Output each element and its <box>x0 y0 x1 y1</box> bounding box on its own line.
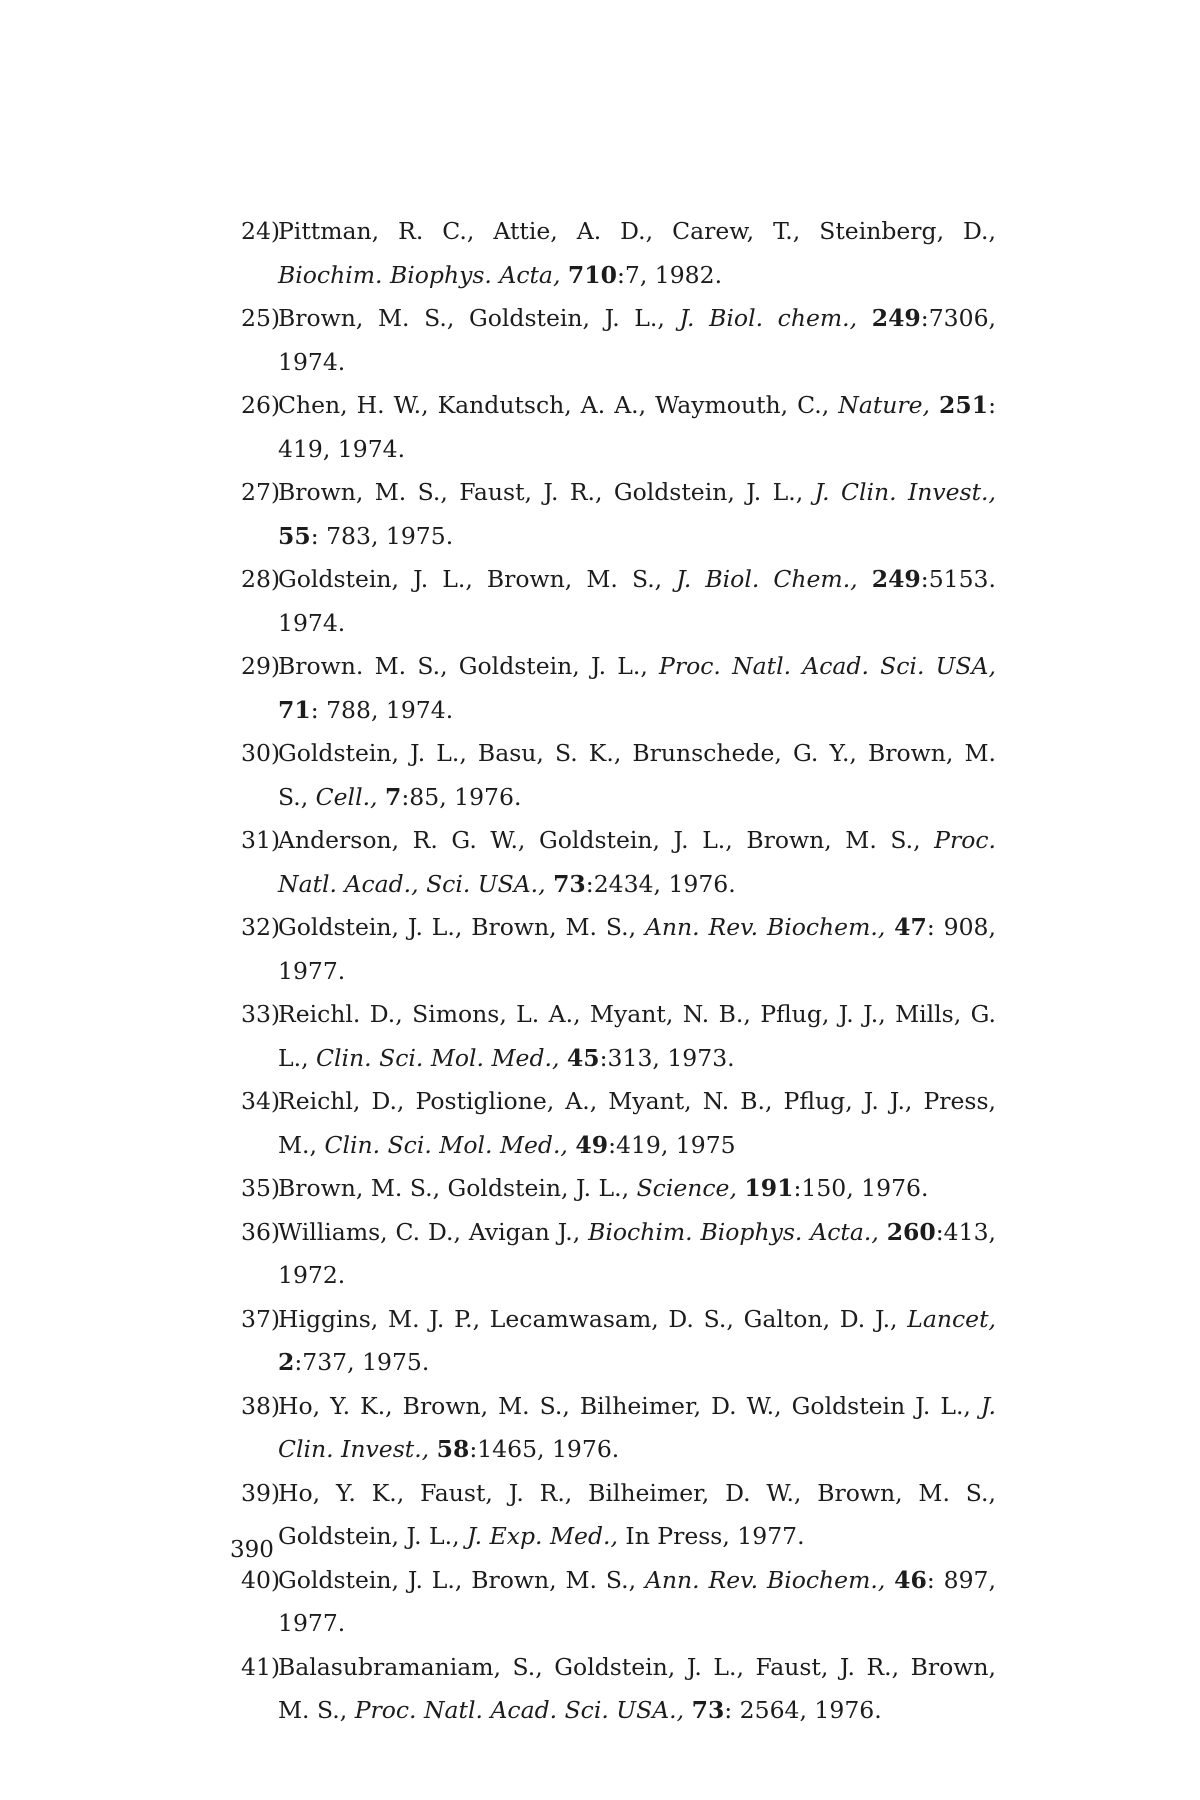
reference-authors: Brown, M. S., Faust, J. R., Goldstein, J. L., <box>278 478 815 506</box>
reference-pages-year: :7306, 1974. <box>278 304 996 376</box>
reference-number: 38) <box>241 1391 281 1420</box>
reference-volume: 249 <box>871 304 921 332</box>
reference-authors: Goldstein, J. L., Brown, M. S., <box>278 913 645 941</box>
reference-journal: J. Clin. Invest., <box>278 1391 996 1463</box>
reference-authors: Goldstein, J. L., Basu, S. K., Brunschede, G. Y., Brown, M. S., <box>278 739 996 811</box>
reference-pages-year: :85, 1976. <box>401 782 522 811</box>
reference-item <box>241 1167 996 1211</box>
reference-volume: 73 <box>553 869 586 898</box>
reference-journal: Biochim. Biophys. Acta, <box>278 260 568 289</box>
reference-pages-year: :313, 1973. <box>599 1043 735 1072</box>
reference-volume: 7 <box>385 782 402 811</box>
reference-item <box>241 732 996 819</box>
reference-item <box>241 1080 996 1167</box>
reference-pages-year: : 788, 1974. <box>310 695 454 724</box>
reference-journal: Proc. Natl. Acad. Sci. USA., <box>354 1696 692 1724</box>
reference-number: 33) <box>241 1000 281 1028</box>
reference-pages-year: : 783, 1975. <box>310 521 454 550</box>
reference-number: 29) <box>241 652 281 680</box>
reference-number: 35) <box>241 1174 281 1202</box>
reference-journal: J. Biol. Chem., <box>676 565 872 593</box>
reference-item <box>241 471 996 558</box>
reference-item <box>241 645 996 732</box>
reference-authors: Anderson, R. G. W., Goldstein, J. L., Brown, M. S., <box>278 826 935 854</box>
reference-volume: 73 <box>691 1696 725 1724</box>
reference-item <box>241 1385 996 1472</box>
reference-authors: Higgins, M. J. P., Lecamwasam, D. S., Galton, D. J., <box>278 1304 908 1333</box>
reference-number: 36) <box>241 1217 281 1246</box>
reference-number: 39) <box>241 1478 281 1507</box>
reference-volume: 47 <box>894 913 927 941</box>
reference-item <box>241 819 996 906</box>
reference-number: 32) <box>241 913 281 941</box>
reference-journal: Lancet, <box>907 1304 996 1333</box>
reference-volume: 58 <box>436 1435 470 1463</box>
reference-volume: 49 <box>575 1130 609 1159</box>
reference-journal: J. Exp. Med., <box>467 1522 626 1550</box>
reference-pages-year: :1465, 1976. <box>469 1435 620 1463</box>
page-number: 390 <box>230 1537 274 1563</box>
reference-journal: J. Clin. Invest., <box>814 478 996 506</box>
reference-authors: Ho, Y. K., Brown, M. S., Bilheimer, D. W., Goldstein J. L., <box>278 1391 981 1420</box>
reference-number: 25) <box>241 304 281 332</box>
reference-volume: 251 <box>939 391 989 419</box>
reference-journal: Ann. Rev. Biochem., <box>644 1565 895 1594</box>
reference-authors: Pittman, R. C., Attie, A. D., Carew, T., Steinberg, D., <box>278 217 996 245</box>
reference-pages-year: In Press, 1977. <box>625 1522 805 1550</box>
reference-number: 40) <box>241 1565 281 1594</box>
reference-volume: 55 <box>278 521 311 550</box>
reference-pages-year: :413, 1972. <box>278 1217 996 1289</box>
reference-journal: Science, <box>636 1174 745 1202</box>
reference-authors: Reichl, D., Postiglione, A., Myant, N. B., Pflug, J. J., Press, M., <box>278 1087 996 1159</box>
reference-number: 34) <box>241 1087 281 1115</box>
reference-volume: 260 <box>886 1217 936 1246</box>
reference-pages-year: : 908, 1977. <box>278 913 996 985</box>
reference-authors: Brown, M. S., Goldstein, J. L., <box>278 1174 637 1202</box>
reference-journal: Biochim. Biophys. Acta., <box>588 1217 887 1246</box>
reference-authors: Reichl. D., Simons, L. A., Myant, N. B., Pflug, J. J., Mills, G. L., <box>278 1000 996 1072</box>
reference-number: 37) <box>241 1304 281 1333</box>
reference-journal: Clin. Sci. Mol. Med., <box>316 1043 567 1072</box>
reference-item <box>241 297 996 384</box>
reference-volume: 71 <box>278 695 311 724</box>
reference-number: 26) <box>241 391 281 419</box>
reference-number: 27) <box>241 478 281 506</box>
reference-item <box>241 1211 996 1298</box>
reference-volume: 191 <box>744 1174 794 1202</box>
reference-volume: 46 <box>894 1565 927 1594</box>
reference-pages-year: :5153. 1974. <box>278 565 996 637</box>
reference-authors: Williams, C. D., Avigan J., <box>278 1217 589 1246</box>
reference-item <box>241 558 996 645</box>
reference-item <box>241 1646 996 1733</box>
reference-authors: Brown. M. S., Goldstein, J. L., <box>278 652 660 680</box>
reference-item <box>241 210 996 297</box>
reference-item <box>241 993 996 1080</box>
reference-pages-year: :419, 1975 <box>608 1130 736 1159</box>
reference-pages-year: : 897, 1977. <box>278 1565 996 1637</box>
reference-item <box>241 1298 996 1385</box>
reference-item <box>241 1559 996 1646</box>
reference-journal: Proc. Natl. Acad., Sci. USA., <box>278 826 996 898</box>
reference-pages-year: : 2564, 1976. <box>724 1696 882 1724</box>
reference-journal: J. Biol. chem., <box>679 304 872 332</box>
reference-authors: Brown, M. S., Goldstein, J. L., <box>278 304 680 332</box>
reference-authors: Chen, H. W., Kandutsch, A. A., Waymouth, C., <box>278 391 839 419</box>
reference-volume: 45 <box>566 1043 600 1072</box>
reference-number: 30) <box>241 739 281 767</box>
reference-journal: Nature, <box>838 391 940 419</box>
reference-volume: 2 <box>278 1348 295 1376</box>
reference-item <box>241 384 997 471</box>
reference-number: 41) <box>241 1652 281 1681</box>
reference-authors: Goldstein, J. L., Brown, M. S., <box>278 1565 645 1594</box>
reference-journal: Clin. Sci. Mol. Med., <box>324 1130 576 1159</box>
reference-item <box>241 906 996 993</box>
reference-journal: Proc. Natl. Acad. Sci. USA, <box>659 652 996 680</box>
reference-pages-year: :150, 1976. <box>793 1174 929 1202</box>
reference-journal: Ann. Rev. Biochem., <box>644 913 895 941</box>
reference-number: 24) <box>241 217 281 245</box>
reference-pages-year: :737, 1975. <box>294 1348 430 1376</box>
reference-number: 31) <box>241 826 281 854</box>
reference-volume: 710 <box>567 260 617 289</box>
reference-pages-year: : 419, 1974. <box>278 391 997 463</box>
reference-volume: 249 <box>871 565 921 593</box>
reference-authors: Balasubramaniam, S., Goldstein, J. L., Faust, J. R., Brown, M. S., <box>278 1652 996 1724</box>
reference-authors: Ho, Y. K., Faust, J. R., Bilheimer, D. W., Brown, M. S., Goldstein, J. L., <box>278 1478 996 1550</box>
reference-number: 28) <box>241 565 281 593</box>
reference-pages-year: :2434, 1976. <box>585 869 736 898</box>
reference-pages-year: :7, 1982. <box>616 260 723 289</box>
reference-journal: Cell., <box>315 782 386 811</box>
reference-authors: Goldstein, J. L., Brown, M. S., <box>278 565 677 593</box>
